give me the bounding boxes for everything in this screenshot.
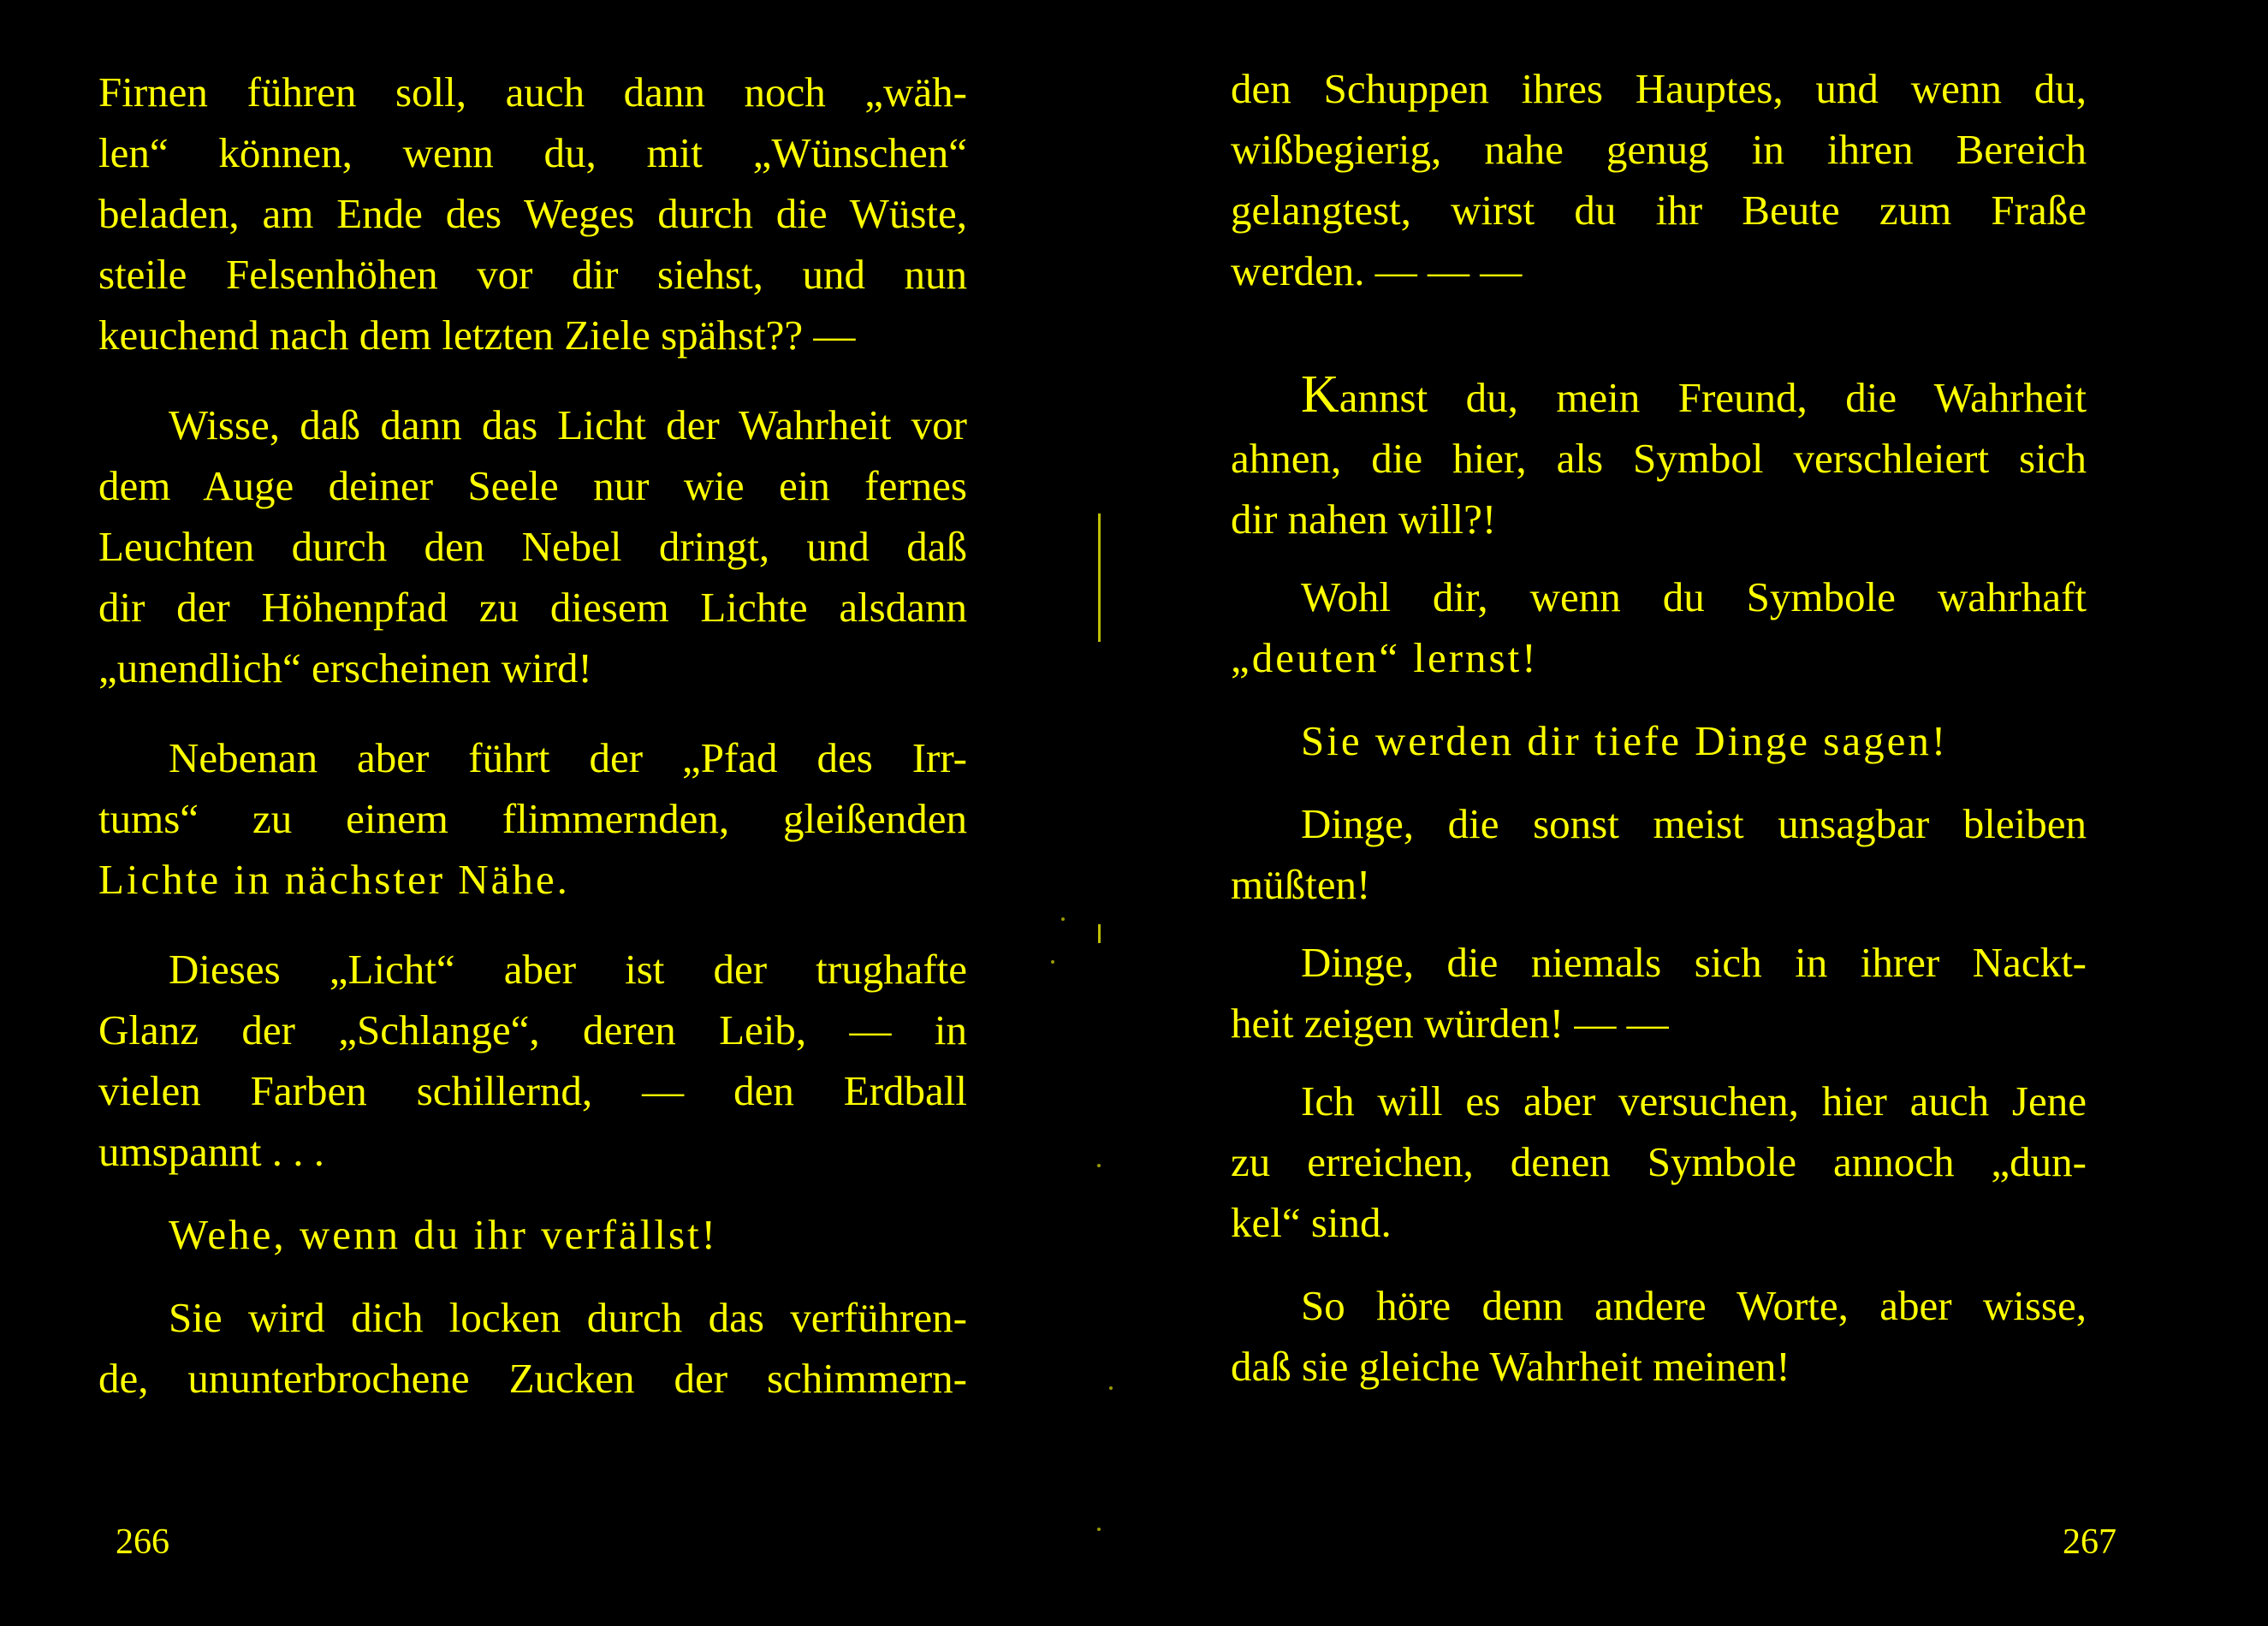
text-line: dir nahen will?! — [1231, 496, 1497, 543]
text-line: Leuchten durch den Nebel dringt, und daß — [98, 523, 967, 570]
text-line: de, ununterbrochene Zucken der schimmern- — [98, 1355, 967, 1402]
text-line-rest: annst du, mein Freund, die Wahrheit — [1339, 374, 2087, 421]
right-paragraph-8 — [1231, 1275, 2087, 1397]
right-paragraph-2 — [1231, 365, 2087, 549]
text-line: Ich will es aber versuchen, hier auch Jene — [1301, 1077, 2087, 1125]
text-line: werden. — — — — [1231, 247, 1523, 294]
drop-cap: K — [1301, 365, 1339, 424]
text-line: len“ können, wenn du, mit „Wünschen“ — [98, 129, 967, 176]
text-line: Sie wird dich locken durch das verführen- — [169, 1294, 967, 1341]
text-line: wißbegierig, nahe genug in ihren Bereich — [1231, 126, 2087, 173]
text-line — [1231, 365, 2087, 428]
text-line: umspannt . . . — [98, 1128, 325, 1175]
text-line: dir der Höhenpfad zu diesem Lichte alsdann — [98, 584, 967, 631]
text-line: tums“ zu einem flimmernden, gleißenden — [98, 795, 967, 842]
right-page-text — [1231, 58, 2087, 1397]
text-line: Wohl dir, wenn du Symbole wahrhaft — [1301, 573, 2087, 620]
right-paragraph-7 — [1231, 1071, 2087, 1253]
right-paragraph-1 — [1231, 58, 2087, 301]
page-number: 267 — [2063, 1522, 2117, 1562]
right-paragraph-3 — [1231, 567, 2087, 688]
left-paragraph-2 — [98, 395, 967, 698]
right-page — [1104, 0, 2268, 1626]
text-line: Lichte in nächster Nähe. — [98, 856, 570, 903]
scan-speck — [1097, 1528, 1101, 1531]
left-page — [0, 0, 1104, 1626]
text-line: Nebenan aber führt der „Pfad des Irr- — [169, 734, 967, 781]
scan-speck — [1061, 917, 1065, 921]
scan-speck — [1051, 960, 1054, 964]
gutter-line — [1098, 924, 1101, 943]
left-page-text — [98, 62, 967, 1409]
text-line: Wehe, wenn du ihr verfällst! — [169, 1211, 718, 1258]
page-number: 266 — [116, 1522, 169, 1562]
gutter-line — [1098, 513, 1101, 642]
text-line: beladen, am Ende des Weges durch die Wüste, — [98, 190, 967, 237]
text-line: steile Felsenhöhen vor dir siehst, und nun — [98, 251, 967, 298]
text-line: müßten! — [1231, 861, 1371, 908]
text-line: Dinge, die sonst meist unsagbar bleiben — [1301, 800, 2087, 847]
right-paragraph-4 — [1231, 710, 2087, 771]
text-line: Firnen führen soll, auch dann noch „wäh- — [98, 68, 967, 116]
text-line: Dieses „Licht“ aber ist der trughafte — [169, 946, 967, 993]
left-paragraph-6 — [98, 1287, 967, 1409]
text-line: Wisse, daß dann das Licht der Wahrheit vor — [169, 401, 967, 448]
left-paragraph-3 — [98, 727, 967, 910]
scan-speck — [1097, 1164, 1101, 1167]
text-line: „unendlich“ erscheinen wird! — [98, 644, 592, 691]
left-paragraph-4 — [98, 939, 967, 1182]
text-line: vielen Farben schillernd, — den Erdball — [98, 1067, 967, 1114]
text-line: gelangtest, wirst du ihr Beute zum Fraße — [1231, 187, 2087, 234]
text-line: So höre denn andere Worte, aber wisse, — [1301, 1282, 2087, 1329]
text-line: „deuten“ lernst! — [1231, 634, 1539, 681]
text-line: zu erreichen, denen Symbole annoch „dun- — [1231, 1138, 2087, 1185]
right-paragraph-6 — [1231, 932, 2087, 1053]
text-line: daß sie gleiche Wahrheit meinen! — [1231, 1343, 1790, 1390]
right-paragraph-5 — [1231, 793, 2087, 915]
text-line: kel“ sind. — [1231, 1199, 1392, 1246]
text-line: den Schuppen ihres Hauptes, und wenn du, — [1231, 65, 2087, 112]
text-line: Dinge, die niemals sich in ihrer Nackt- — [1301, 939, 2087, 986]
text-line: ahnen, die hier, als Symbol verschleiert sich — [1231, 435, 2087, 482]
text-line: keuchend nach dem letzten Ziele spähst?? — — [98, 312, 856, 359]
text-line: heit zeigen würden! — — — [1231, 1000, 1669, 1047]
left-paragraph-1 — [98, 62, 967, 365]
text-line: Sie werden dir tiefe Dinge sagen! — [1301, 717, 1949, 764]
left-paragraph-5 — [98, 1204, 967, 1265]
text-line: Glanz der „Schlange“, deren Leib, — in — [98, 1006, 967, 1053]
text-line: dem Auge deiner Seele nur wie ein fernes — [98, 462, 967, 509]
